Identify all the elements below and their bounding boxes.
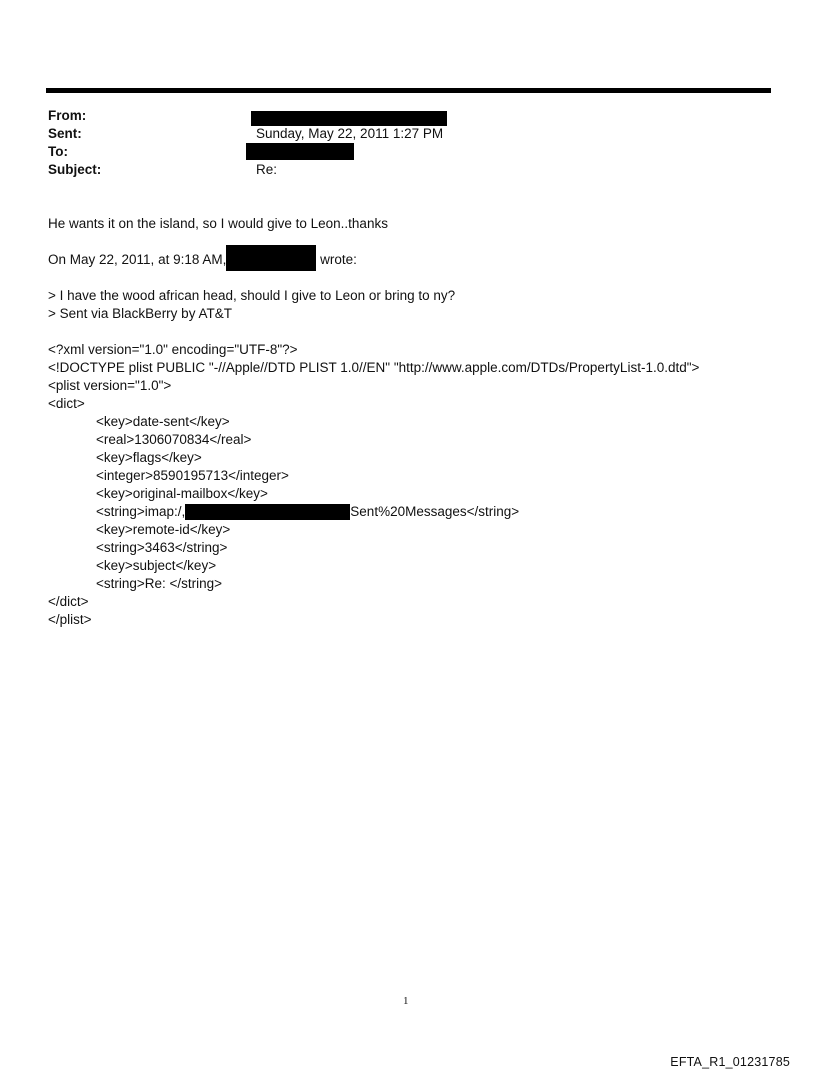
subject-label: Subject: bbox=[48, 162, 102, 177]
reply-line: He wants it on the island, so I would give to Leon..thanks bbox=[48, 216, 388, 231]
plist-close-tag: </plist> bbox=[48, 612, 92, 627]
quoted-text bbox=[48, 287, 455, 323]
plist-block bbox=[48, 341, 699, 629]
quoted-line: > Sent via BlackBerry by AT&T bbox=[48, 306, 232, 321]
redaction-box bbox=[251, 111, 447, 126]
redaction-box bbox=[226, 245, 316, 271]
plist-line: <key>original-mailbox</key> bbox=[96, 486, 268, 501]
plist-imap-line bbox=[48, 503, 699, 521]
attribution-prefix: On May 22, 2011, at 9:18 AM, bbox=[48, 252, 227, 267]
plist-doctype: <!DOCTYPE plist PUBLIC "-//Apple//DTD PLIST 1.0//EN" "http://www.apple.com/DTDs/PropertyList-1.0.dtd"> bbox=[48, 360, 700, 375]
subject-value: Re: bbox=[256, 162, 278, 177]
plist-line: <key>subject</key> bbox=[96, 558, 217, 573]
bates-number: EFTA_R1_01231785 bbox=[670, 1055, 790, 1069]
imap-prefix: <string>imap:/, bbox=[96, 504, 186, 519]
to-row bbox=[48, 143, 748, 161]
plist-line: <key>flags</key> bbox=[96, 450, 202, 465]
sent-row bbox=[48, 125, 748, 143]
imap-suffix: Sent%20Messages</string> bbox=[350, 504, 520, 519]
header-rule bbox=[46, 88, 771, 93]
attribution bbox=[48, 251, 357, 269]
attribution-line bbox=[48, 251, 357, 269]
plist-line: <integer>8590195713</integer> bbox=[96, 468, 289, 483]
plist-line: <key>remote-id</key> bbox=[96, 522, 231, 537]
redaction-box bbox=[246, 143, 354, 160]
plist-line: <string>3463</string> bbox=[96, 540, 228, 555]
plist-line: <real>1306070834</real> bbox=[96, 432, 252, 447]
dict-open-tag: <dict> bbox=[48, 396, 85, 411]
email-header bbox=[48, 107, 748, 179]
dict-close-tag: </dict> bbox=[48, 594, 89, 609]
plist-xml-declaration: <?xml version="1.0" encoding="UTF-8"?> bbox=[48, 342, 298, 357]
reply-text bbox=[48, 215, 388, 233]
from-row bbox=[48, 107, 748, 125]
plist-line: <key>date-sent</key> bbox=[96, 414, 230, 429]
to-value bbox=[246, 142, 354, 160]
sent-label: Sent: bbox=[48, 126, 82, 141]
plist-open-tag: <plist version="1.0"> bbox=[48, 378, 172, 393]
sent-value: Sunday, May 22, 2011 1:27 PM bbox=[256, 126, 444, 141]
attribution-suffix: wrote: bbox=[320, 252, 357, 267]
redaction-box bbox=[185, 504, 350, 520]
plist-line: <string>Re: </string> bbox=[96, 576, 223, 591]
to-label: To: bbox=[48, 144, 68, 159]
subject-row bbox=[48, 161, 748, 179]
page-number: 1 bbox=[403, 995, 409, 1007]
from-label: From: bbox=[48, 108, 87, 123]
quoted-line: > I have the wood african head, should I give to Leon or bring to ny? bbox=[48, 288, 456, 303]
